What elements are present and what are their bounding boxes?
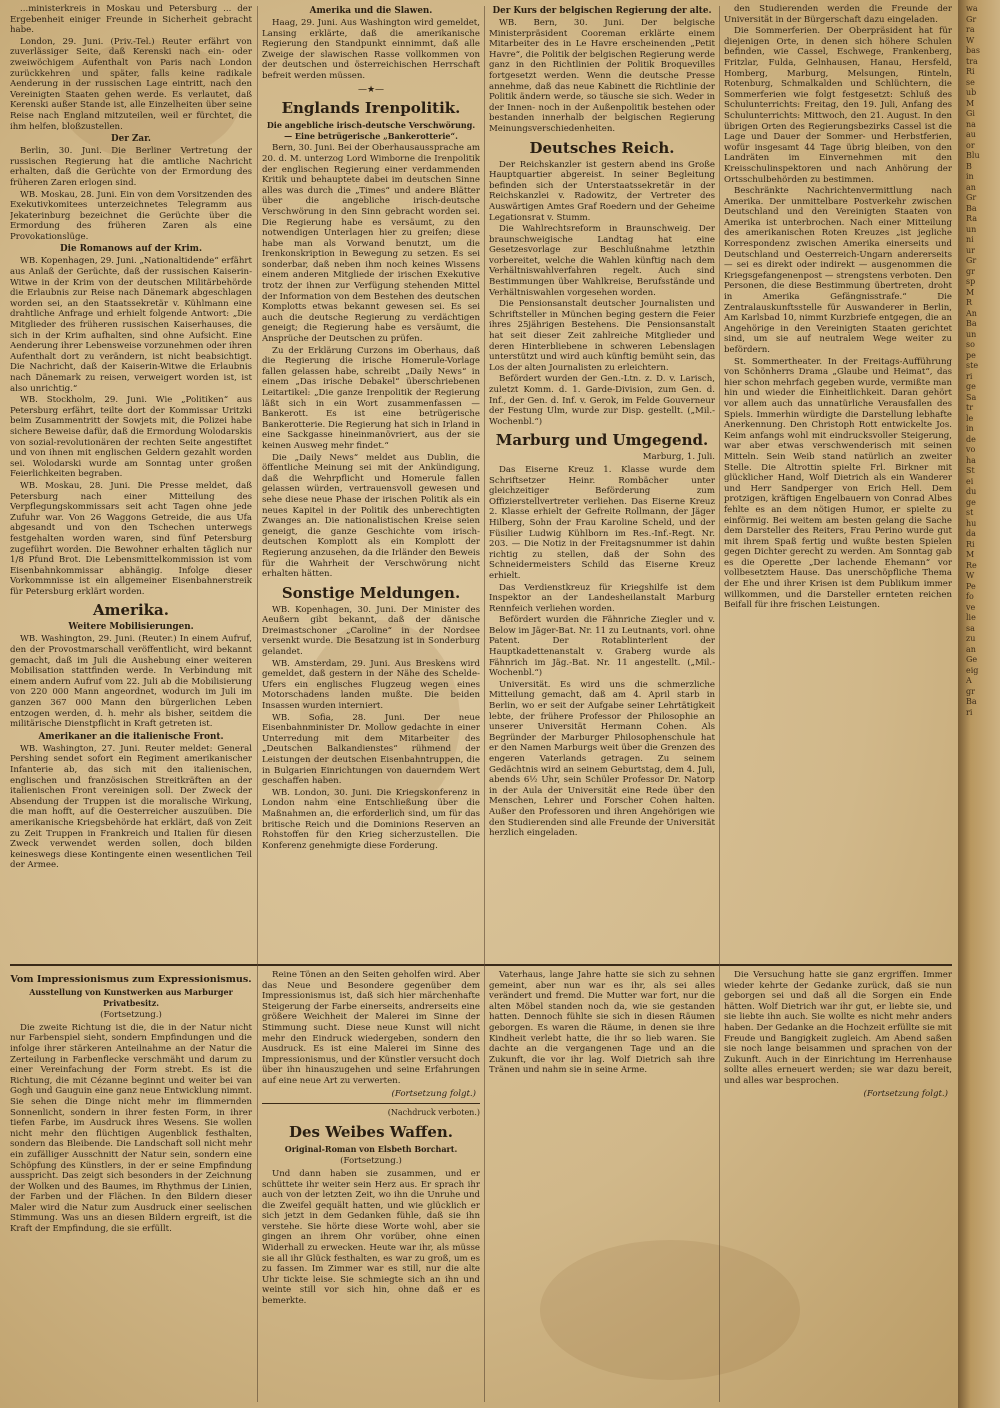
article-text: WB. Washington, 27. Juni. Reuter meldet: General Pershing sendet sofort ein Regiment amerikanischer Infanterie ab, das sich mit den italienischen, englischen und französischen Streitkräften an der italienischen Front vereinigen soll. Der Zweck der Absendung der Truppen ist die moralische Wirkung, die man hofft, auf die Oesterreicher auszuüben. Die amerikanische Kriegsbehörde hat erklärt, daß von Zeit zu Zeit Truppen in Frankreich und Italien für diesen Zweck verwendet werden sollen, doch bilden keineswegs diese Kontingente einen wesentlichen Teil der Armee. [10, 743, 252, 871]
article-text: Der Reichskanzler ist gestern abend ins Große Hauptquartier abgereist. In seiner Begleitung befinden sich der Unterstaatssekretär in der Reichskanzlei v. Radowitz, der Vertreter des Auswärtigen Amtes Graf Roedern und der Geheime Legationsrat v. Stumm. [489, 159, 715, 223]
fragment-line: tr [966, 403, 974, 412]
section-subheading: Der Zar. [111, 134, 151, 145]
article-subtitle: Die angebliche irisch-deutsche Verschwörung. — Eine betrügerische „Bankerotterie“. [266, 120, 476, 141]
article-text: Reine Tönen an den Seiten geholfen wird. Aber das Neue und Besondere gegenüber dem Impressionismus ist, daß sich hier märchenhafte Steigerung der Farbe einerseits, andrerseits eine größere Weichheit der Malerei im Sinne der Stimmung sucht. Diese neue Kunst will nicht mehr den Eindruck wiedergeben, sondern den Ausdruck. Es ist eine Malerei im Sinne des Impressionismus, und der Künstler versucht doch über ihn hinauszugehen und seine Erfahrungen auf eine neue Art zu verwerten. [262, 970, 480, 1086]
article-text: Befördert wurden der Gen.-Ltn. z. D. v. Larisch, zuletzt Komm. d. 1. Garde-Division, zum Gen. d. Inf., der Gen. d. Inf. v. Gerok, im Felde Gouverneur der Festung Ulm, wurde zur Disp. gestellt. („Mil.-Wochenbl.“) [489, 374, 715, 427]
section-heading: Englands Irenpolitik. [281, 99, 461, 118]
fragment-line: tra [966, 56, 978, 66]
fragment-line: st [966, 508, 974, 517]
article-text: WB. Sofia, 28. Juni. Der neue Eisenbahnminister Dr. Mollow gedachte in einer Unterredung mit dem Mitarbeiter des „Deutschen Balkandienstes“ rühmend der Leistungen der deutschen Eisenbahntruppen, die in Bulgarien Einrichtungen von dauerndem Wert geschaffen haben. [262, 712, 480, 787]
novel-title: Des Weibes Waffen. [288, 1122, 454, 1141]
section-heading: Marburg und Umgegend. [495, 431, 709, 450]
column-rule [719, 6, 720, 1402]
feuilleton-heading: Vom Impressionismus zum Expressionismus. [10, 974, 252, 985]
fragment-line: ub [966, 88, 977, 97]
feuilleton-divider [10, 964, 952, 966]
fragment-line: un [966, 224, 977, 234]
column-rule [257, 6, 258, 1402]
fragment-line: Sa [966, 392, 977, 402]
fragment-line: de [966, 434, 976, 444]
fragment-line: An [966, 308, 977, 318]
fragment-line: so [966, 340, 975, 349]
novel-text: Vaterhaus, lange Jahre hatte sie sich zu sehnen gemeint, aber nun war es ihr, als sei alles verändert und fremd. Die Mutter war fort, nur die alten Möbel standen noch da, wie sie gestanden hatten. Dennoch fühlte sie sich in diesen Räumen geborgen. Es waren die Räume, in denen sie ihre Kindheit verlebt hatte, die ihr so lieb waren. Sie dachte an die vergangenen Tage und an die Zukunft, die vor ihr lag. Wolf Dietrich sah ihre Tränen und nahm sie in seine Arme. [489, 970, 715, 1076]
fragment-line: un [966, 329, 977, 339]
fragment-line: bas [966, 46, 980, 55]
fragment-line: M [966, 287, 975, 297]
fragment-line: Gi [966, 109, 975, 118]
section-subheading: Amerika und die Slawen. [309, 6, 433, 16]
fragment-line: ste [966, 361, 979, 370]
feuilleton-subtitle: Ausstellung von Kunstwerken aus Marburger Privatbesitz. [29, 987, 233, 1008]
feuilleton-column-4 [724, 970, 952, 1404]
fragment-line: fo [966, 592, 974, 601]
feuilleton-column-2 [262, 970, 480, 1404]
fragment-line: au [966, 130, 976, 139]
fragment-line: ve [966, 602, 976, 612]
fragment-line: ra [966, 25, 975, 34]
fragment-line: or [966, 140, 975, 150]
fragment-line: M [966, 550, 975, 559]
fragment-line: pe [966, 350, 976, 360]
fragment-line: Ri [966, 539, 975, 549]
section-heading: Deutsches Reich. [529, 138, 675, 157]
fragment-line: ri [966, 707, 973, 717]
feuilleton-column-1 [10, 970, 252, 1404]
fragment-line: ei [966, 476, 974, 486]
fragment-line: hu [966, 518, 977, 528]
column-4 [724, 4, 952, 968]
fragment-line: ha [966, 455, 976, 465]
fragment-line: Ri [966, 67, 975, 76]
article-text: WB. London, 30. Juni. Die Kriegskonferenz in London nahm eine Entschließung über die Maßnahmen an, die erforderlich sind, um für das britische Reich und die Dominions Reserven an Rohstoffen für den Krieg sicherzustellen. Die Konferenz genehmigte diese Forderung. [262, 787, 480, 851]
fragment-line: ge [966, 497, 976, 507]
fragment-line: Blu [966, 151, 980, 160]
fragment-line: ni [966, 235, 974, 244]
article-text: WB. Bern, 30. Juni. Der belgische Ministerpräsident Cooreman erklärte einem Mitarbeiter des in Le Havre erscheinenden „Petit Havre“, die Politik der belgischen Regierung werde ganz in den Richtlinien der Politik Broquevilles fortgesetzt werden. Wenn die deutsche Presse annehme, daß das neue Kabinett die Richtlinie der Politik ändern werde, so täusche sie sich. Weder in der Innen- noch in der Außenpolitik bestehen oder bestanden innerhalb der belgischen Regierung Meinungsverschiedenheiten. [489, 18, 715, 134]
fragment-line: Ba [966, 697, 977, 706]
column-2 [262, 4, 480, 968]
fragment-line: ri [966, 371, 973, 381]
novel-text: Die Versuchung hatte sie ganz ergriffen. Immer wieder kehrte der Gedanke zurück, daß sie nun geborgen sei und daß all die Sorgen ein Ende hätten. Wolf Dietrich war ihr gut, er liebte sie, und sie liebte ihn auch. Sie wollte es nicht mehr anders haben. Der Gedanke an die Hochzeit erfüllte sie mit Freude und Bangigkeit zugleich. Am Abend saßen sie noch lange beisammen und sprachen von der Zukunft. Auch in der Einrichtung im Herrenhause sollte alles erneuert werden; sie war dazu bereit, und alles war besprochen. [724, 970, 952, 1086]
column-rule [484, 6, 485, 1402]
fragment-line: W [966, 571, 975, 580]
article-text: WB. Stockholm, 29. Juni. Wie „Politiken“ aus Petersburg erfährt, teilte dort der Kommissar Uritzki beim Zusammentritt der Sowjets mit, die Polizei habe sichere Beweise dafür, daß die Ermordung Wolodarskis von sozial-revolutionären der rechten Seite angestiftet und von ihnen mit englischen Geldern gezahlt worden sei. Wolodarski wurde am Sonntag unter großen Feierlichkeiten begraben. [10, 395, 252, 480]
dateline: Marburg, 1. Juli. [642, 452, 715, 463]
fragment-line: R [966, 298, 973, 307]
fragment-line: Gr [966, 14, 977, 24]
article-text: WB. Amsterdam, 29. Juni. Aus Breskens wird gemeldet, daß gestern in der Nähe des Schelde-Ufers ein englisches Flugzeug wegen eines Motorschadens landen mußte. Die beiden Insassen wurden interniert. [262, 658, 480, 712]
fragment-line: se [966, 77, 975, 87]
article-text: WB. Kopenhagen, 29. Juni. „Nationaltidende“ erfährt aus Anlaß der Gerüchte, daß der russischen Kaiserin-Witwe in der Krim von der deutschen Militärbehörde die Erlaubnis zur Reise nach Dänemark abgeschlagen worden sei, an den Staatssekretär v. Kühlmann eine drahtliche Anfrage und erhielt folgende Antwort: „Die Mitglieder des früheren russischen Kaiserhauses, die sich in der Krim aufhalten, sind ohne Aufsicht. Eine Aenderung ihrer Lebensweise vorzunehmen oder ihren Aufenthalt dort zu verändern, ist nicht beabsichtigt. Die Nachricht, daß der Kaiserin-Witwe die Erlaubnis nach Dänemark zu reisen, verweigert worden ist, ist also unrichtig.“ [10, 256, 252, 394]
fragment-line: B [966, 161, 972, 171]
article-text: ...ministerkreis in Moskau und Petersburg ... der Ergebenheit einiger Freunde in Sicherheit gebracht habe. [10, 4, 252, 36]
article-text: Die Sommerferien. Der Oberpräsident hat für diejenigen Orte, in denen sich höhere Schulen befinden, wie Cassel, Eschwege, Frankenberg, Fritzlar, Fulda, Gelnhausen, Hanau, Hersfeld, Homberg, Marburg, Melsungen, Rinteln, Rotenburg, Schmalkalden und Schlüchtern, die Sommerferien wie folgt festgesetzt: Schluß des Schulunterrichts: Freitag, den 19. Juli, Anfang des Schulunterrichts: Mittwoch, den 21. August. In den übrigen Orten des Regierungsbezirks Cassel ist die Lage und Dauer der Sommer- und Herbstferien, wofür insgesamt 44 Tage übrig bleiben, von den Landräten im Einvernehmen mit den Kreisschulinspektoren und nach Anhörung der Ortsschulbehörden zu bestimmen. [724, 26, 952, 185]
article-text: Berlin, 30. Juni. Die Berliner Vertretung der russischen Regierung hat die amtliche Nachricht erhalten, daß die Gerüchte von der Ermordung des früheren Zaren erlogen sind. [10, 146, 252, 188]
fragment-line: ge [966, 382, 976, 391]
article-text: London, 29. Juni. (Priv.-Tel.) Reuter erfährt von zuverlässiger Seite, daß Kerenski nach ein- oder zweiwöchigem Aufenthalt von Paris nach London zurückkehren und später, falls keine radikale Aenderung in der russischen Lage eintritt, nach den Vereinigten Staaten gehen werde. Es verlautet, daß Kerenski außer Stande ist, alle Einzelheiten über seine Reise nach England mitzuteilen, weil er fürchtet, die ihm helfen, bloßzustellen. [10, 36, 252, 132]
section-subheading: Weitere Mobilisierungen. [68, 622, 194, 633]
fragment-line: sp [966, 277, 976, 286]
article-text: Universität. Es wird uns die schmerzliche Mitteilung gemacht, daß am 4. April starb in Berlin, wo er seit der Aufgabe seiner Lehrtätigkeit lebte, der frühere Professor der Philosophie an unserer Universität Hermann Cohen. Als Begründer der Marburger Philosophenschule hat er den Namen Marburgs weit über die Grenzen des engeren Vaterlands getragen. Zu seinem Gedächtnis wird an seinem Geburtstag, dem 4. Juli, abends 6½ Uhr, sein Schüler Professor Dr. Natorp in der Aula der Universität eine Rede über den Menschen, Lehrer und Forscher Cohen halten. Außer den Professoren und ihren Angehörigen wie den Studierenden sind alle Freunde der Universität herzlich eingeladen. [489, 679, 715, 839]
continuation-note: (Fortsetzung.) [340, 1156, 402, 1167]
section-subheading: Amerikaner an die italienische Front. [38, 731, 224, 742]
fragment-line: du [966, 487, 977, 496]
feuilleton-column-3 [489, 970, 715, 1404]
fragment-line: sa [966, 623, 975, 633]
article-text: Das Eiserne Kreuz 1. Klasse wurde dem Schriftsetzer Heinr. Rombächer unter gleichzeitiger Beförderung zum Offizierstellvertreter verliehen. Das Eiserne Kreuz 2. Klasse erhielt der Gefreite Rollmann, der Jäger Hilberg, Sohn der Frau Karoline Scheld, und der Füsilier Ludwig Kühlborn im Res.-Inf.-Regt. Nr. 203. — Die Notiz in der Freitagsnummer ist dahin richtig zu stellen, daß der Sohn des Schneidermeisters Schild das Eiserne Kreuz erhielt. [489, 464, 715, 581]
article-text: WB. Moskau, 28. Juni. Ein von dem Vorsitzenden des Exekutivkomitees unterzeichnetes Telegramm aus Jekaterinburg bezeichnet die Gerüchte über die Ermordung des früheren Zaren als eine Provokationslüge. [10, 189, 252, 242]
fragment-line: A [966, 676, 972, 685]
fragment-line: gr [966, 686, 975, 696]
fragment-line: ur [966, 245, 975, 255]
fragment-line: eig [966, 665, 979, 675]
fragment-line: an [966, 644, 976, 654]
fragment-line: Pe [966, 581, 976, 591]
column-1 [10, 4, 252, 968]
continuation-note: (Fortsetzung folgt.) [863, 1088, 948, 1099]
adjacent-page-fragment [966, 4, 1000, 1404]
section-subheading: Der Kurs der belgischen Regierung der alte. [492, 6, 712, 16]
article-text: Befördert wurden die Fähnriche Ziegler und v. Below im Jäger-Bat. Nr. 11 zu Leutnants, vorl. ohne Patent. Der Rotablinterlent der Hauptkadettenanstalt v. Graberg wurde als Fähnrich im Jäg.-Bat. Nr. 11 angestellt. („Mil.-Wochenbl.“) [489, 615, 715, 679]
article-text: Die „Daily News“ meldet aus Dublin, die öffentliche Meinung sei mit der Ankündigung, daß die Wehrpflicht und Homerule fallen gelassen würden, vertrauensvoll gewesen und sehe diese neue Phase der irischen Politik als ein neues Kapitel in der Politik des unberechtigten Zwanges an. Die nationalistischen Kreise seien geneigt, die ganze Geschichte vom irisch-deutschen Komplott als ein Komplott der Regierung anzusehen, da die Irländer den Beweis für die Wahrheit der Verschwörung nicht erhalten hätten. [262, 452, 480, 580]
fragment-line: M [966, 98, 975, 108]
article-text: Das Verdienstkreuz für Kriegshilfe ist dem Inspektor an der Landesheilanstalt Marburg Rennfeich verliehen worden. [489, 582, 715, 614]
column-3 [489, 4, 715, 968]
fragment-line: na [966, 119, 976, 129]
article-text: Zu der Erklärung Curzons im Oberhaus, daß die Regierung die irische Homerule-Vorlage fallen gelassen habe, schreibt „Daily News“ in einem „Das irische Debakel“ überschriebenen Leitartikel: „Die ganze Irenpolitik der Regierung läßt sich in ein Wort zusammenfassen — Bankerott. Es ist eine betrügerische Bankerotterie. Die Regierung hat sich in Irland in eine Sackgasse hineinmanövriert, aus der sie keinen Ausweg mehr findet.“ [262, 345, 480, 451]
article-text: WB. Washington, 29. Juni. (Reuter.) In einem Aufruf, den der Provostmarschall veröffentlicht, wird bekannt gemacht, daß im Juli die Aushebung einer weiteren Mobilisation stattfinden werde. In Verbindung mit einem andern Aufruf vom 22. Juli ab die Mobilisierung von 220 000 Mann angeordnet, wodurch im Juli im ganzen 367 000 Mann den bürgerlichen Leben entzogen werden, d. h. mehr als bisher, seitdem die militärische Dienstpflicht in Kraft getreten ist. [10, 634, 252, 730]
fragment-line: Gr [966, 256, 977, 265]
fragment-line: zu [966, 634, 976, 643]
fragment-line: in [966, 424, 974, 433]
fragment-line: lie [966, 613, 976, 622]
fragment-line: Ba [966, 203, 977, 213]
fragment-line: vo [966, 445, 976, 454]
article-text: den Studierenden werden die Freunde der Universität in der Bürgerschaft dazu eingeladen. [724, 4, 952, 25]
article-text: St. Sommertheater. In der Freitags-Aufführung von Schönherrs Drama „Glaube und Heimat“, das hier schon mehrfach gegeben wurde, vermißte man hin und wieder die Einheitlichkeit. Daran gehört vor allem auch das unnatürliche Verausfallen des Spiels. Immerhin würdigte die Darstellung lebhafte Anerkennung. Den Christoph Rott entwickelte Jos. Keim anfangs wohl mit eindrucksvoller Steigerung, war aber etwas verschwenderisch mit seinen Mitteln. Sein Weib stand natürlich an zweiter Stelle. Die Altrottin spielte Frl. Birkner mit glücklicher Hand, Wolf Dietrich als ein Wanderer und Herr Sandperger von Erich Hell. Dem protzigen, kräftigen Engelbauern von Conrad Albes fehlte es an dem nötigen Humor, er spielte zu einförmig. Bei weitem am besten gelang die Sache dem Darsteller des Reiters, Frau Perino wurde gut mit ihrem Spaß fertig und wußte besten Spielen gegen Dichter gerecht zu werden. Am Sonntag gab es die Operette „Der lachende Ehemann“ vor vollbesetztem Hause. Das unerschöpfliche Thema der Ehe und ihrer Krisen ist dem Publikum immer willkommen, und die Darsteller ernteten reichen Beifall für ihre frischen Leistungen. [724, 356, 952, 611]
reprint-note: (Nachdruck verboten.) [387, 1108, 480, 1118]
fragment-line: W [966, 35, 975, 45]
fragment-line: Ge [966, 655, 978, 664]
continuation-note: (Fortsetzung.) [100, 1010, 162, 1021]
divider [262, 1103, 480, 1104]
fragment-line: Ra [966, 214, 977, 223]
fragment-line: wa [966, 4, 978, 13]
fragment-line: Gr [966, 193, 977, 202]
separator-star: —★— [357, 84, 385, 95]
article-text: Haag, 29. Juni. Aus Washington wird gemeldet, Lansing erklärte, daß die amerikanische Regierung den Standpunkt einnimmt, daß alle Zweige der slawischen Rasse vollkommen von der deutschen und österreichischen Herrschaft befreit werden müssen. [262, 18, 480, 81]
article-text: Die Wahlrechtsreform in Braunschweig. Der braunschweigische Landtag hat eine Gesetzesvorlage zur Beschlußnahme letzthin vorbereitet, welche die Wahlen künftig nach dem Verhältniswahlverfahren regelt. Auch sind Bestimmungen über Wahlkreise, Berufsstände und Verhältniswahlen vorgesehen worden. [489, 224, 715, 298]
article-text: Bern, 30. Juni. Bei der Oberhausaussprache am 20. d. M. unterzog Lord Wimborne die Irenpolitik der englischen Regierung einer verdammenden Kritik und behauptete dabei im deutschen Sinne alles was durch die „Times“ und andere Blätter über die angebliche irisch-deutsche Verschwörung in den Sinn gebracht worden sei. Die Regierung habe es versäumt, zu den notwendigen Unterlagen hier zu greifen; diese habe man als Vorwand benutzt, um die Irenkonskription in Bewegung zu setzen. Es sei sonderbar, daß neben ihm noch keines Wissens einem anderen Mitgliede der irischen Exekutive trotz der ihnen zur Verfügung stehenden Mittel der Information von dem Bestehen des deutschen Komplotts etwas bekannt gewesen sei. Es sei auch die deutsche Regierung zu verdächtigen geneigt; die Regierung habe es versäumt, die Ansprüche der Deutschen zu prüfen. [262, 143, 480, 345]
fragment-line: Re [966, 560, 977, 570]
article-text: WB. Moskau, 28. Juni. Die Presse meldet, daß Petersburg nach einer Mitteilung des Verpflegungskommissars seit acht Tagen ohne jede Zufuhr war. Von 26 Waggons Getreide, die aus Ufa abgesandt und von den Tschechen unterwegs festgehalten worden waren, sind fünf Petersburg zugeführt worden. Die Bewohner erhalten täglich nur 1/8 Pfund Brot. Die Lebensmittelkommission ist vom Eisenbahnkommissar abhängig. Infolge dieser Vorkommnisse ist ein allgemeiner Eisenbahnerstreik für Petersburg erklärt worden. [10, 480, 252, 597]
fragment-line: St [966, 466, 975, 475]
article-text: WB. Kopenhagen, 30. Juni. Der Minister des Aeußern gibt bekannt, daß der dänische Dreimastschoner „Caroline“ in der Nordsee versenkt wurde. Die Besatzung ist in Sonderburg gelandet. [262, 604, 480, 658]
section-heading: Sonstige Meldungen. [281, 583, 461, 602]
continuation-note: (Fortsetzung folgt.) [391, 1088, 476, 1099]
fragment-line: le [966, 413, 974, 423]
section-heading: Amerika. [93, 601, 169, 620]
fragment-line: da [966, 529, 976, 538]
article-text: Die zweite Richtung ist die, die in der Natur nicht nur Farbenspiel sieht, sondern Empfindungen und die infolge ihrer stärkeren Anteilnahme an der Natur die Zerteilung in Farbenflecke verschmäht und darum zu einer Vereinfachung der Form strebt. Es ist die Richtung, die mit Cézanne beginnt und weiter bei van Gogh und Gauguin eine ganz neue Entwicklung nimmt. Sie sehen die Dinge nicht mehr im flimmernden Sonnenlicht, sondern in ihrer festen Form, in ihrer tiefen Farbe, im Ausdruck ihres Wesens. Sie wollen nicht mehr den flüchtigen Augenblick festhalten, sondern das Bleibende. Die Landschaft soll nicht mehr ein zufälliger Ausschnitt der Natur sein, sondern eine Schöpfung des Künstlers, in der er seine Empfindung ausspricht. Das zeigt sich besonders in der Zeichnung der Wolken und des Baumes, im Rhythmus der Linien, der Farben und der Flächen. In den Bildern dieser Maler wird die Natur zum Ausdruck einer seelischen Stimmung. Was uns an diesen Bildern ergreift, ist die Kraft der Empfindung, die sie erfüllt. [10, 1022, 252, 1235]
section-subheading: Die Romanows auf der Krim. [59, 244, 203, 255]
article-text: Die Pensionsanstalt deutscher Journalisten und Schriftsteller in München beging gestern die Feier ihres 25jährigen Bestehens. Die Pensionsanstalt hat seit dieser Zeit zahlreiche Mitglieder und deren Hinterbliebene in schweren Lebenslagen unterstützt und wird auch künftig bemüht sein, das Los der alten Journalisten zu erleichtern. [489, 299, 715, 373]
novel-text: Und dann haben sie zusammen, und er schüttete ihr weiter sein Herz aus. Er sprach ihr auch von der letzten Zeit, wo ihn die Unruhe und die Zweifel gequält hatten, und wie glücklich er sich jetzt in dem Gedanken fühle, daß sie ihn verstehe. Sie hörte diese Worte wohl, aber sie gingen an ihrem Ohr vorüber, ohne einen Widerhall zu erwecken. Heute war ihr, als müsse sie all ihr Glück festhalten, es war zu groß, um es zu fassen. Im Zimmer war es still, nur die alte Uhr tickte leise. Sie schmiegte sich an ihn und weinte still vor sich hin, ohne daß er es bemerkte. [262, 1168, 480, 1307]
novel-subtitle: Original-Roman von Elsbeth Borchart. [284, 1143, 458, 1154]
fragment-line: Ba [966, 319, 977, 328]
fragment-line: gr [966, 266, 975, 276]
fragment-line: in [966, 172, 974, 181]
article-text: Beschränkte Nachrichtenvermittlung nach Amerika. Der unmittelbare Postverkehr zwischen Deutschland und den Vereinigten Staaten von Amerika ist unterbrochen. Nach einer Mitteilung des amerikanischen Roten Kreuzes „ist jegliche Korrespondenz zwischen Amerika einerseits und Deutschland und Oesterreich-Ungarn andererseits — sei es direkt oder indirekt — ausgenommen die Kriegsgefangenenpost — strengstens verboten. Den Personen, die diese Bestimmung übertreten, droht in Amerika Gefängnisstrafe.“ Die Zentralauskunftsstelle für Auswanderer in Berlin, Am Karlsbad 10, nimmt Kurzbriefe entgegen, die an Angehörige in den Vereinigten Staaten gerichtet sind, um sie auf neutralem Wege weiter zu befördern. [724, 186, 952, 355]
fragment-line: an [966, 182, 976, 192]
